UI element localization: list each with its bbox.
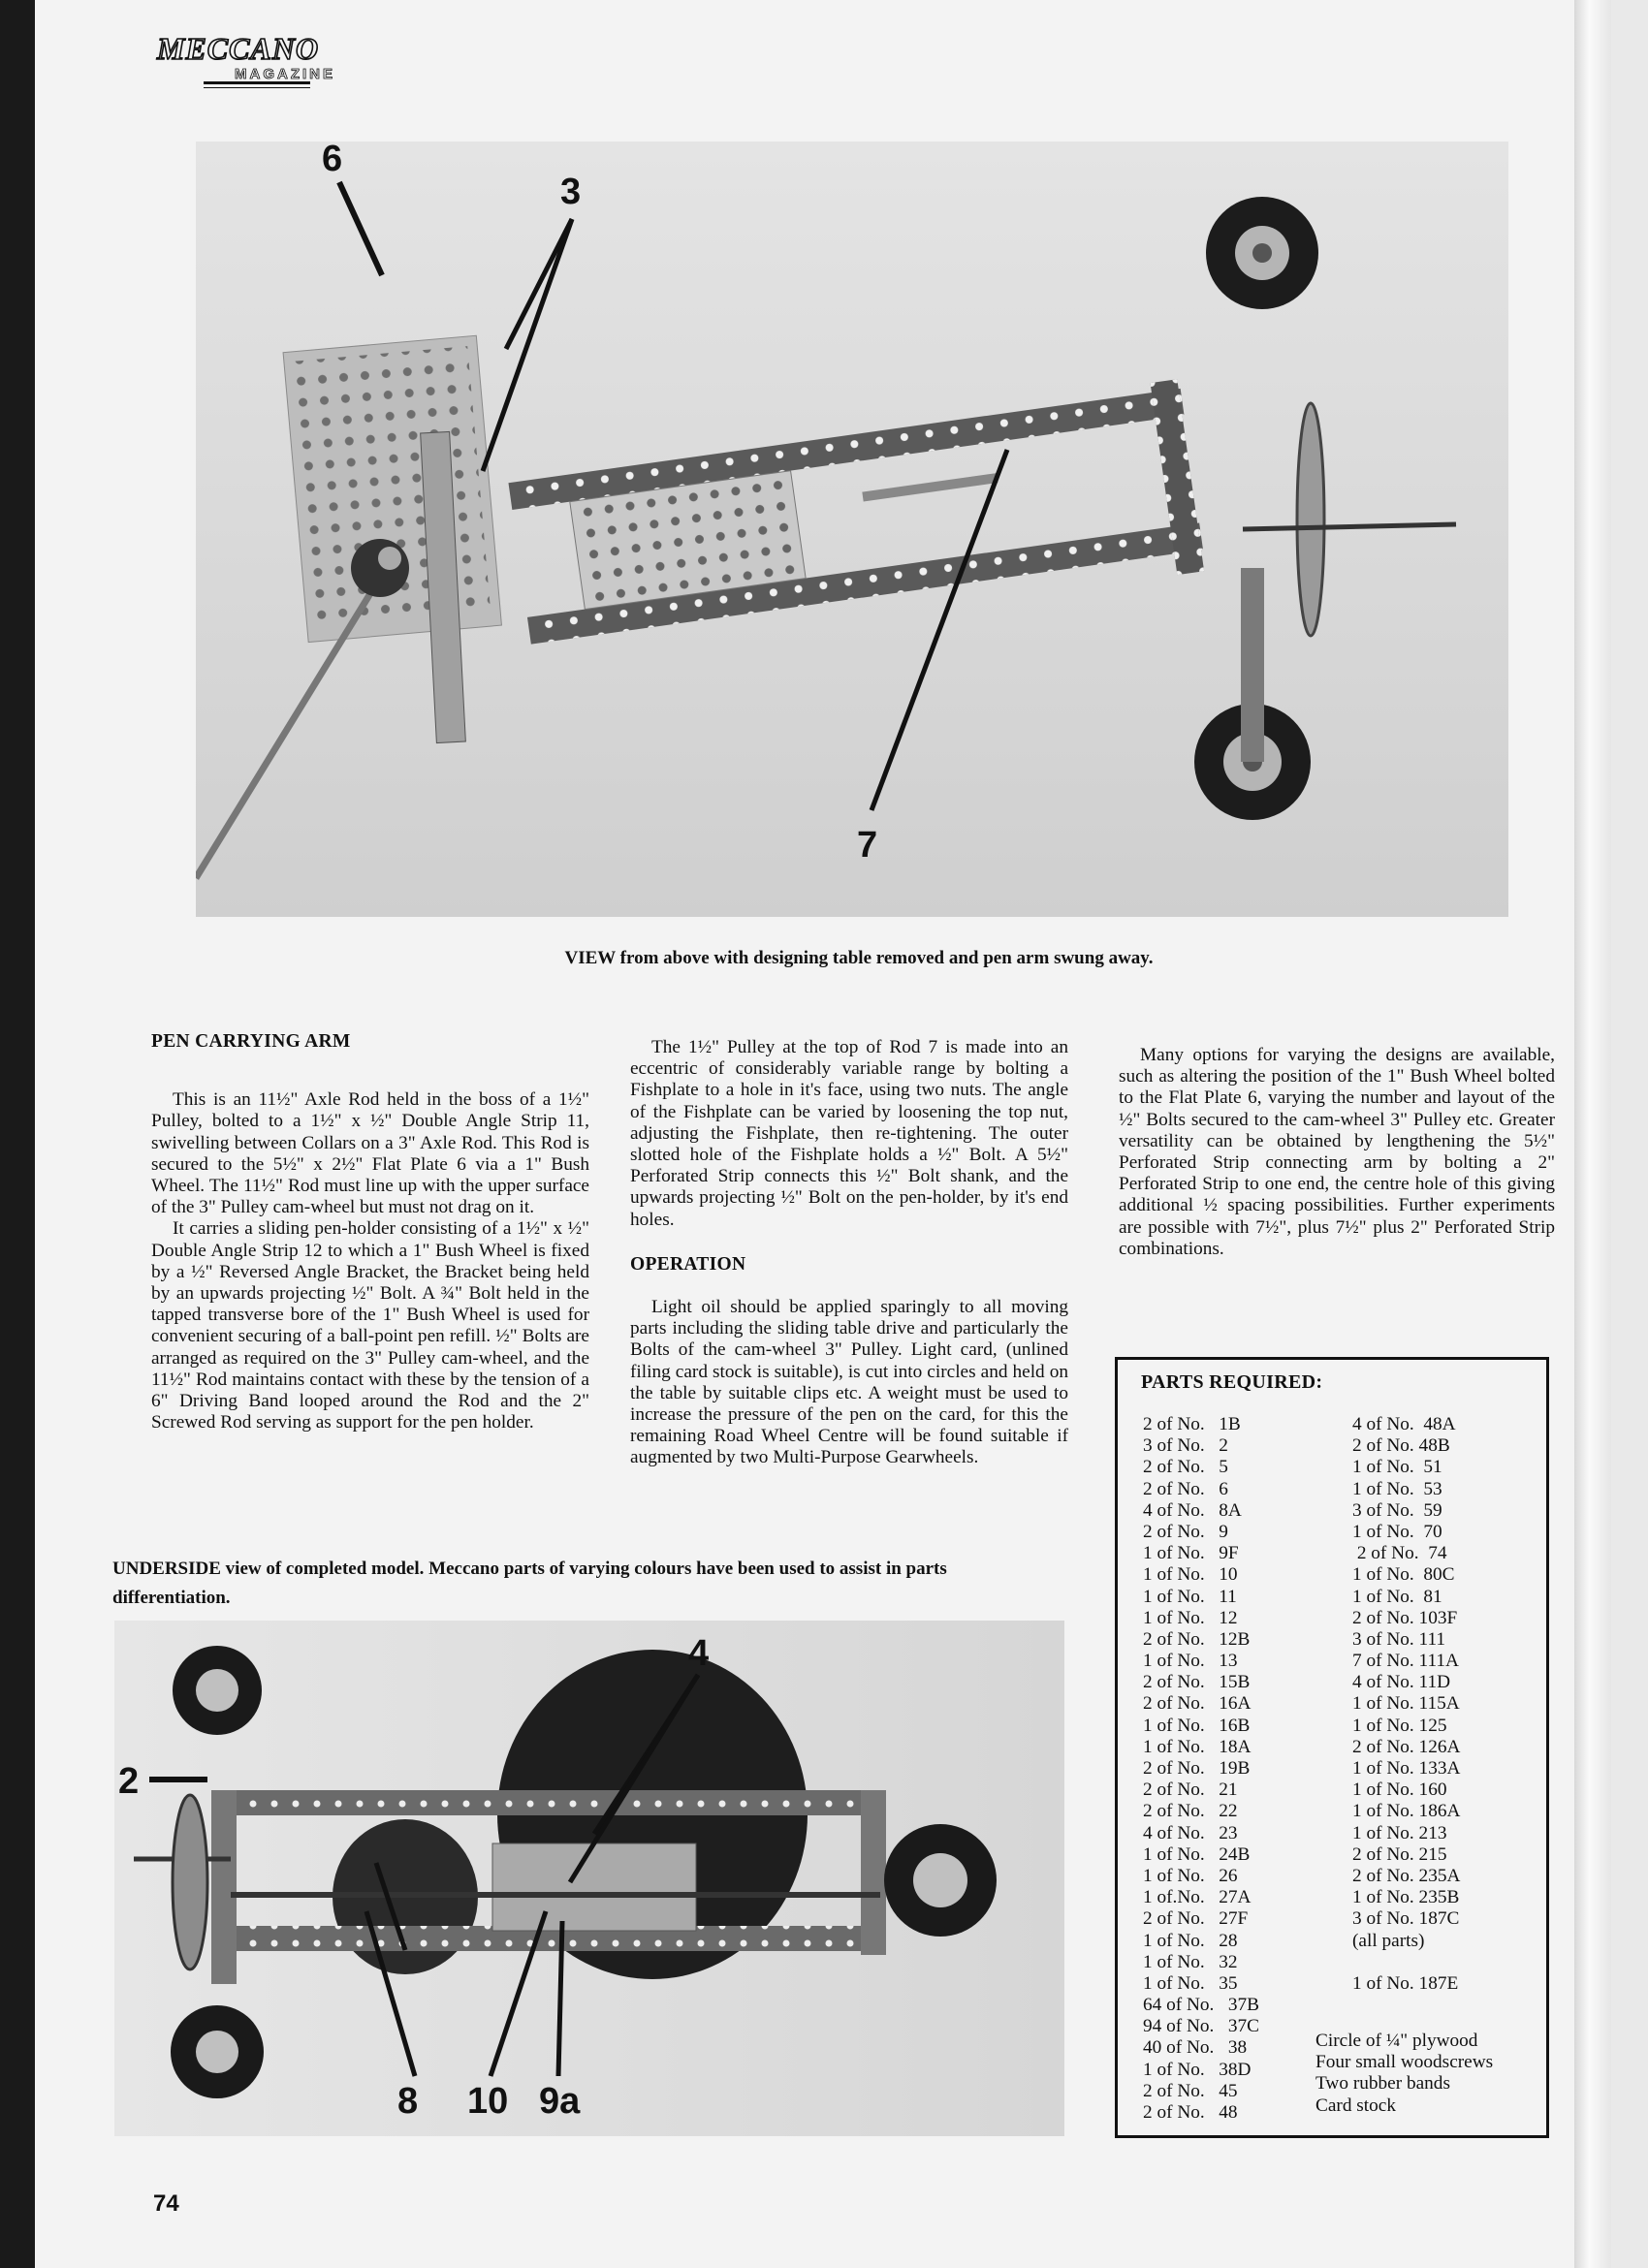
parts-list-right	[1352, 1414, 1546, 1995]
callout-9a: 9a	[539, 2081, 581, 2122]
masthead-subtitle: MAGAZINE	[235, 66, 335, 82]
callout-6: 6	[322, 142, 343, 179]
parts-list-item: 2 of No. 19B	[1143, 1758, 1251, 1779]
callout-7: 7	[857, 825, 878, 866]
parts-list-item: 1 of No. 235B	[1352, 1887, 1460, 1908]
parts-list-item: 1 of No. 213	[1352, 1822, 1447, 1843]
parts-list-left	[1143, 1414, 1337, 2124]
parts-list-item: Card stock	[1315, 2095, 1396, 2116]
parts-list-item: 2 of No. 215	[1352, 1843, 1447, 1865]
parts-list-item: 2 of No. 21	[1143, 1780, 1238, 1801]
parts-list-item: 1 of No. 11	[1143, 1586, 1237, 1607]
callout-3: 3	[560, 172, 582, 212]
parts-list-item: 1 of No. 187E	[1352, 1972, 1459, 1994]
magazine-page	[35, 0, 1611, 2268]
parts-list-item: 4 of No. 23	[1143, 1822, 1238, 1843]
page-number: 74	[153, 2190, 179, 2217]
parts-list-item: 3 of No. 187C	[1352, 1908, 1460, 1930]
underside-view-photo	[114, 1621, 1064, 2136]
parts-list-item: 3 of No. 111	[1352, 1628, 1446, 1650]
parts-list-item: 1 of No. 115A	[1352, 1693, 1460, 1715]
parts-list-item: 3 of No. 2	[1143, 1435, 1228, 1457]
parts-list-item: 94 of No. 37C	[1143, 2016, 1259, 2037]
parts-list-item: (all parts)	[1352, 1930, 1425, 1951]
parts-list-item: 40 of No. 38	[1143, 2037, 1248, 2059]
parts-list-item: 2 of No. 27F	[1143, 1908, 1249, 1930]
parts-list-item: 2 of No. 16A	[1143, 1693, 1252, 1715]
column-operation	[630, 1037, 1068, 1469]
parts-list-item: 1 of No. 70	[1352, 1521, 1442, 1542]
parts-list-item: 2 of No. 5	[1143, 1457, 1228, 1478]
parts-list-item: 1 of No. 16B	[1143, 1715, 1251, 1736]
parts-list-item: 3 of No. 59	[1352, 1499, 1442, 1521]
callout-2: 2	[118, 1761, 140, 1802]
parts-list-item: 1 of No. 18A	[1143, 1736, 1252, 1757]
parts-list-item: 1 of No. 186A	[1352, 1801, 1461, 1822]
parts-list-item: 2 of No. 15B	[1143, 1672, 1251, 1693]
parts-title: PARTS REQUIRED:	[1141, 1371, 1323, 1393]
parts-extras-list	[1315, 2031, 1493, 2117]
page-edge	[1574, 0, 1611, 2268]
parts-list-item: 2 of No. 22	[1143, 1801, 1238, 1822]
parts-list-item: 4 of No. 11D	[1352, 1672, 1451, 1693]
parts-list-item: 2 of No. 103F	[1352, 1607, 1458, 1628]
parts-list-item: 2 of No. 1B	[1143, 1414, 1241, 1434]
parts-required-box	[1115, 1357, 1549, 2138]
parts-list-item: 2 of No. 6	[1143, 1478, 1228, 1499]
column-pen-carrying-arm	[151, 1031, 589, 1433]
parts-list-item: 1 of No. 13	[1143, 1651, 1238, 1672]
parts-list-item	[1352, 1952, 1546, 1973]
callout-4: 4	[688, 1633, 710, 1674]
top-view-photo	[196, 142, 1508, 917]
parts-list-item: 1 of No. 125	[1352, 1715, 1447, 1736]
parts-list-item: 2 of No. 74	[1352, 1543, 1447, 1564]
heading-operation: OPERATION	[630, 1253, 746, 1275]
parts-list-item: 1 of No. 24B	[1143, 1843, 1251, 1865]
parts-list-item: 2 of No. 9	[1143, 1521, 1228, 1542]
parts-list-item: Two rubber bands	[1315, 2073, 1450, 2095]
parts-list-item: 1 of No. 160	[1352, 1780, 1447, 1801]
paragraph: The 1½" Pulley at the top of Rod 7 is made into an eccentric of considerably variable range by bolting a Fishplate to a hole in it's face, using two nuts. The angle of the Fishplate can be varied by loosening the top nut, adjusting the Fishplate, then re-tightening. The outer slotted hole of the Fishplate holds a ½" Bolt. A 5½" Perforated Strip connects this ½" Bolt shank, and the upwards projecting ½" Bolt on the pen-holder, by it's end holes.	[630, 1037, 1068, 1230]
parts-list-item: 1 of No. 12	[1143, 1607, 1238, 1628]
parts-list-item: 1 of No. 133A	[1352, 1758, 1461, 1779]
paragraph: Many options for varying the designs are available, such as altering the position of the 1" Bush Wheel bolted to the Flat Plate 6, varying the number and layout of the ½" Bolts secured to the cam-wheel 3" Pulley etc. Greater versatility can be obtained by lengthening the 5½" Perforated Strip connecting arm by bolting a 2" Perforated Strip to one end, the centre hole of this giving additional ½ spacing possibilities. Further experiments are possible with 7½", plus 7½" plus 2" Perforated Strip combinations.	[1119, 1045, 1555, 1259]
masthead-rule-thin	[204, 87, 310, 88]
binding-spine	[0, 0, 35, 2268]
parts-list-item: 4 of No. 8A	[1143, 1499, 1242, 1521]
parts-list-item: Circle of ¼" plywood	[1315, 2031, 1478, 2051]
parts-list-item: 1 of No. 38D	[1143, 2059, 1252, 2080]
parts-list-item: 2 of No. 235A	[1352, 1865, 1461, 1886]
paragraph: This is an 11½" Axle Rod held in the boss of a 1½" Pulley, bolted to a 1½" x ½" Double Angle Strip 11, swivelling between Collars on a 3" Axle Rod. This Rod is secured to the 5½" x 2½" Flat Plate 6 via a 1" Bush Wheel. The 11½" Rod must line up with the upper surface of the 3" Pulley cam-wheel but must not drag on it.	[151, 1089, 589, 1218]
parts-list-item: 1 of No. 28	[1143, 1930, 1238, 1951]
heading-pen-carrying-arm: PEN CARRYING ARM	[151, 1031, 351, 1052]
parts-list-item: 1 of No. 80C	[1352, 1564, 1455, 1586]
parts-list-item: Four small woodscrews	[1315, 2052, 1494, 2073]
parts-list-item: 1 of No. 81	[1352, 1586, 1442, 1607]
masthead-title: MECCANO	[157, 31, 320, 66]
parts-list-item: 1 of.No. 27A	[1143, 1887, 1252, 1908]
parts-list-item: 2 of No. 48B	[1352, 1435, 1450, 1457]
parts-list-item: 1 of No. 53	[1352, 1478, 1442, 1499]
parts-list-item: 64 of No. 37B	[1143, 1995, 1259, 2016]
parts-list-item: 1 of No. 35	[1143, 1972, 1238, 1994]
callout-10: 10	[467, 2081, 509, 2122]
column-options	[1119, 1045, 1555, 1260]
bottom-photo-caption: UNDERSIDE view of completed model. Meccano parts of varying colours have been used to assist in parts differentiation.	[112, 1559, 947, 1608]
paragraph: It carries a sliding pen-holder consisting of a 1½" x ½" Double Angle Strip 12 to which a 1" Bush Wheel is fixed by a ½" Reversed Angle Bracket, the Bracket being held by an upwards projecting ½" Bolt. A ¾" Bolt held in the tapped transverse bore of the 1" Bush Wheel is used for convenient securing of a ball-point pen refill. ½" Bolts are arranged as required on the 3" Pulley cam-wheel, and the 11½" Rod maintains contact with these by the tension of a 6" Driving Band looped around the Rod and the 2" Screwed Rod serving as support for the pen holder.	[151, 1218, 589, 1433]
parts-list-item: 2 of No. 126A	[1352, 1736, 1461, 1757]
top-photo-caption: VIEW from above with designing table removed and pen arm swung away.	[564, 948, 1154, 968]
parts-list-item: 2 of No. 45	[1143, 2080, 1238, 2101]
parts-list-item: 1 of No. 26	[1143, 1865, 1238, 1886]
parts-list-item: 1 of No. 9F	[1143, 1543, 1239, 1564]
parts-list-item: 4 of No. 48A	[1352, 1414, 1456, 1434]
masthead-logo	[120, 27, 353, 89]
parts-list-item: 1 of No. 10	[1143, 1564, 1238, 1586]
callout-8: 8	[397, 2081, 419, 2122]
paragraph: Light oil should be applied sparingly to all moving parts including the sliding table drive and particularly the Bolts of the cam-wheel 3" Pulley. Light card, (unlined filing card stock is suitable), is cut into circles and held on the table by suitable clips etc. A weight must be used to increase the pressure of the pen on the card, for this the remaining Road Wheel Centre will be found suitable if augmented by two Multi-Purpose Gearwheels.	[630, 1297, 1068, 1468]
parts-list-item: 2 of No. 12B	[1143, 1628, 1251, 1650]
parts-list-item: 2 of No. 48	[1143, 2102, 1238, 2123]
parts-list-item: 7 of No. 111A	[1352, 1651, 1459, 1672]
parts-list-item: 1 of No. 32	[1143, 1951, 1238, 1972]
parts-list-item: 1 of No. 51	[1352, 1457, 1442, 1478]
